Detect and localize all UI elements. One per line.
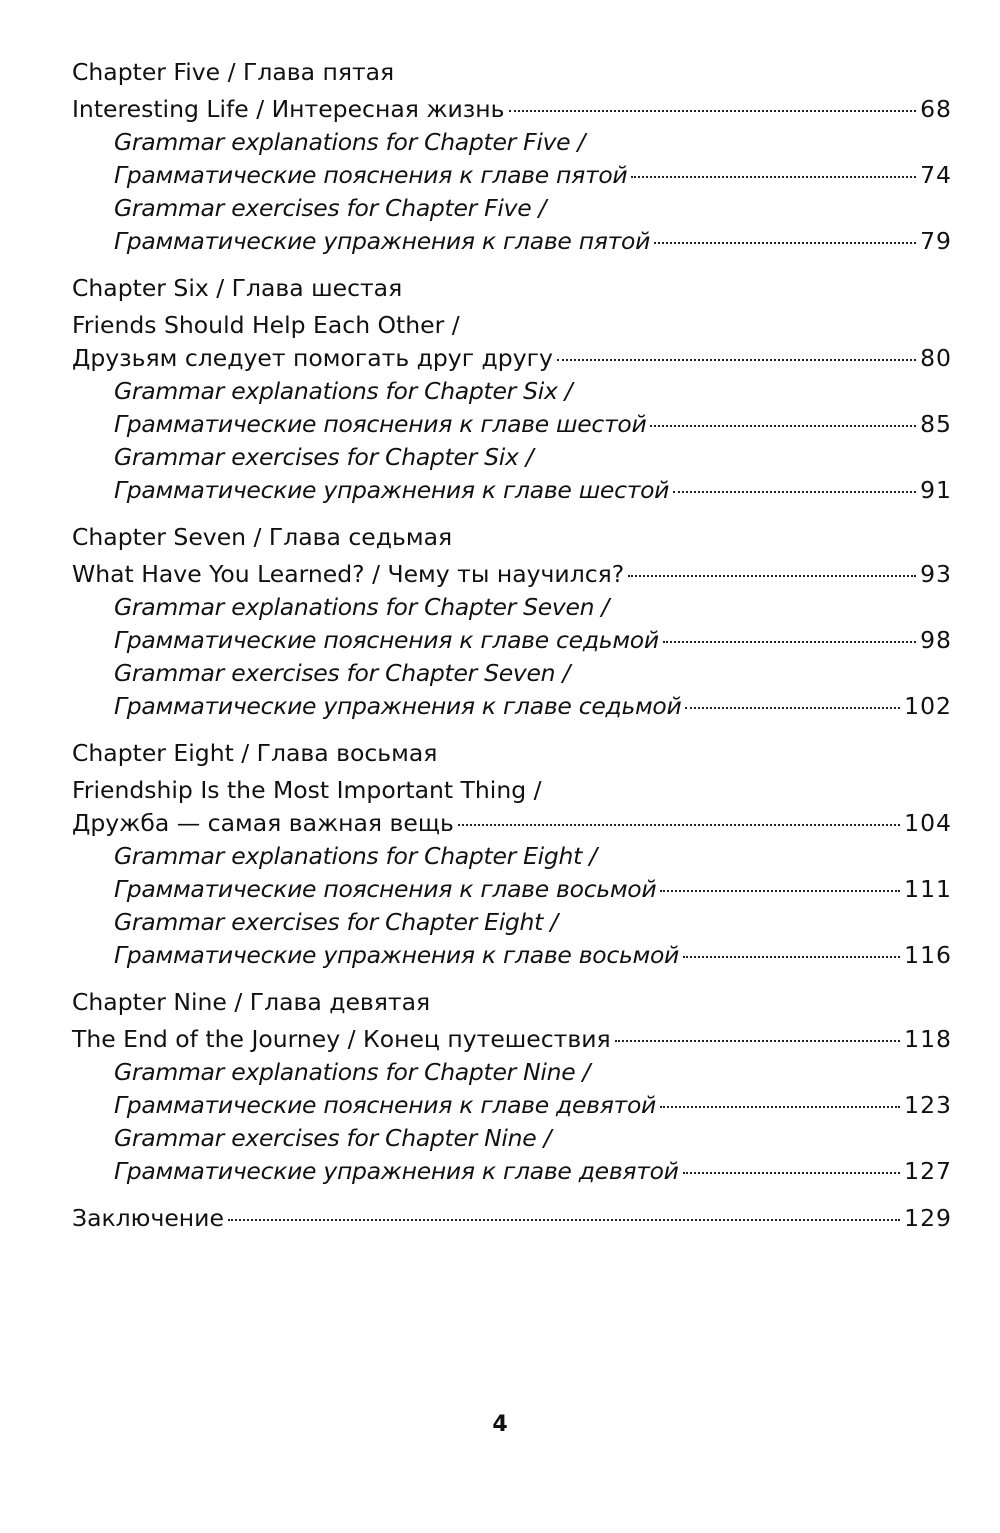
toc-entry-explanations[interactable]	[72, 873, 952, 906]
exercises-title-line2: Грамматические упражнения к главе пятой	[114, 227, 651, 255]
chapter-title: The End of the Journey / Конец путешествия	[72, 1025, 611, 1053]
dot-leader	[683, 956, 900, 958]
explanations-title-line1: Grammar explanations for Chapter Eight /	[114, 842, 597, 870]
explanations-title-line2: Грамматические пояснения к главе шестой	[114, 410, 647, 438]
chapter-heading: Chapter Six / Глава шестая	[72, 274, 403, 302]
page-ref: 80	[920, 344, 952, 372]
dot-leader	[650, 425, 916, 427]
conclusion-label: Заключение	[72, 1204, 224, 1232]
explanations-title-line1: Grammar explanations for Chapter Nine /	[114, 1058, 591, 1086]
chapter-title: What Have You Learned? / Чему ты научился?	[72, 560, 625, 588]
dot-leader	[654, 242, 916, 244]
page-ref: 111	[904, 875, 952, 903]
toc-entry-exercises[interactable]	[72, 1155, 952, 1188]
chapter-title-line1: Friends Should Help Each Other /	[72, 311, 460, 339]
dot-leader	[673, 491, 916, 493]
toc-entry-chapter-title[interactable]	[72, 558, 952, 591]
page-ref: 79	[920, 227, 952, 255]
page-ref: 91	[920, 476, 952, 504]
page-ref: 68	[920, 95, 952, 123]
explanations-title-line2: Грамматические пояснения к главе пятой	[114, 161, 628, 189]
toc-entry-explanations[interactable]	[72, 624, 952, 657]
page-ref: 118	[904, 1025, 952, 1053]
dot-leader	[663, 641, 916, 643]
page-ref: 129	[904, 1204, 952, 1232]
chapter-six-section	[72, 272, 952, 507]
page-ref: 74	[920, 161, 952, 189]
toc-entry-explanations[interactable]	[72, 408, 952, 441]
page-ref: 104	[904, 809, 952, 837]
chapter-title: Дружба — самая важная вещь	[72, 809, 454, 837]
dot-leader	[228, 1219, 900, 1221]
chapter-seven-section	[72, 521, 952, 723]
toc-entry-explanations[interactable]	[72, 1089, 952, 1122]
chapter-heading: Chapter Eight / Глава восьмая	[72, 739, 438, 767]
dot-leader	[458, 824, 900, 826]
chapter-five-section	[72, 56, 952, 258]
explanations-title-line2: Грамматические пояснения к главе седьмой	[114, 626, 659, 654]
exercises-title-line1: Grammar exercises for Chapter Seven /	[114, 659, 571, 687]
toc-entry-chapter-title[interactable]	[72, 342, 952, 375]
toc-entry-explanations[interactable]	[72, 159, 952, 192]
toc-entry-exercises[interactable]	[72, 939, 952, 972]
exercises-title-line1: Grammar exercises for Chapter Eight /	[114, 908, 558, 936]
page-ref: 127	[904, 1157, 952, 1185]
dot-leader	[615, 1040, 901, 1042]
chapter-heading: Chapter Nine / Глава девятая	[72, 988, 431, 1016]
dot-leader	[683, 1172, 900, 1174]
dot-leader	[631, 176, 916, 178]
exercises-title-line2: Грамматические упражнения к главе шестой	[114, 476, 670, 504]
page-ref: 123	[904, 1091, 952, 1119]
exercises-title-line1: Grammar exercises for Chapter Six /	[114, 443, 534, 471]
dot-leader	[557, 359, 916, 361]
explanations-title-line1: Grammar explanations for Chapter Seven /	[114, 593, 610, 621]
toc-entry-chapter-title[interactable]	[72, 807, 952, 840]
toc-entry-exercises[interactable]	[72, 690, 952, 723]
dot-leader	[685, 707, 900, 709]
toc-entry-chapter-title[interactable]	[72, 93, 952, 126]
toc-entry-exercises[interactable]	[72, 474, 952, 507]
exercises-title-line1: Grammar exercises for Chapter Nine /	[114, 1124, 552, 1152]
exercises-title-line1: Grammar exercises for Chapter Five /	[114, 194, 547, 222]
exercises-title-line2: Грамматические упражнения к главе седьмой	[114, 692, 682, 720]
exercises-title-line2: Грамматические упражнения к главе девятой	[114, 1157, 679, 1185]
chapter-heading: Chapter Five / Глава пятая	[72, 58, 395, 86]
explanations-title-line1: Grammar explanations for Chapter Five /	[114, 128, 586, 156]
chapter-title: Друзьям следует помогать друг другу	[72, 344, 553, 372]
chapter-eight-section	[72, 737, 952, 972]
toc-entry-chapter-title[interactable]	[72, 1023, 952, 1056]
dot-leader	[660, 1106, 900, 1108]
chapter-heading: Chapter Seven / Глава седьмая	[72, 523, 453, 551]
explanations-title-line2: Грамматические пояснения к главе восьмой	[114, 875, 657, 903]
page-ref: 102	[904, 692, 952, 720]
dot-leader	[660, 890, 900, 892]
explanations-title-line1: Grammar explanations for Chapter Six /	[114, 377, 573, 405]
page-ref: 98	[920, 626, 952, 654]
toc-entry-exercises[interactable]	[72, 225, 952, 258]
chapter-title: Interesting Life / Интересная жизнь	[72, 95, 505, 123]
exercises-title-line2: Грамматические упражнения к главе восьмой	[114, 941, 679, 969]
table-of-contents	[72, 56, 952, 1235]
chapter-title-line1: Friendship Is the Most Important Thing /	[72, 776, 542, 804]
page-ref: 93	[920, 560, 952, 588]
dot-leader	[509, 110, 917, 112]
page-number: 4	[492, 1412, 508, 1437]
page-ref: 116	[904, 941, 952, 969]
dot-leader	[628, 575, 916, 577]
chapter-nine-section	[72, 986, 952, 1188]
page-ref: 85	[920, 410, 952, 438]
toc-entry-conclusion[interactable]	[72, 1202, 952, 1235]
explanations-title-line2: Грамматические пояснения к главе девятой	[114, 1091, 656, 1119]
